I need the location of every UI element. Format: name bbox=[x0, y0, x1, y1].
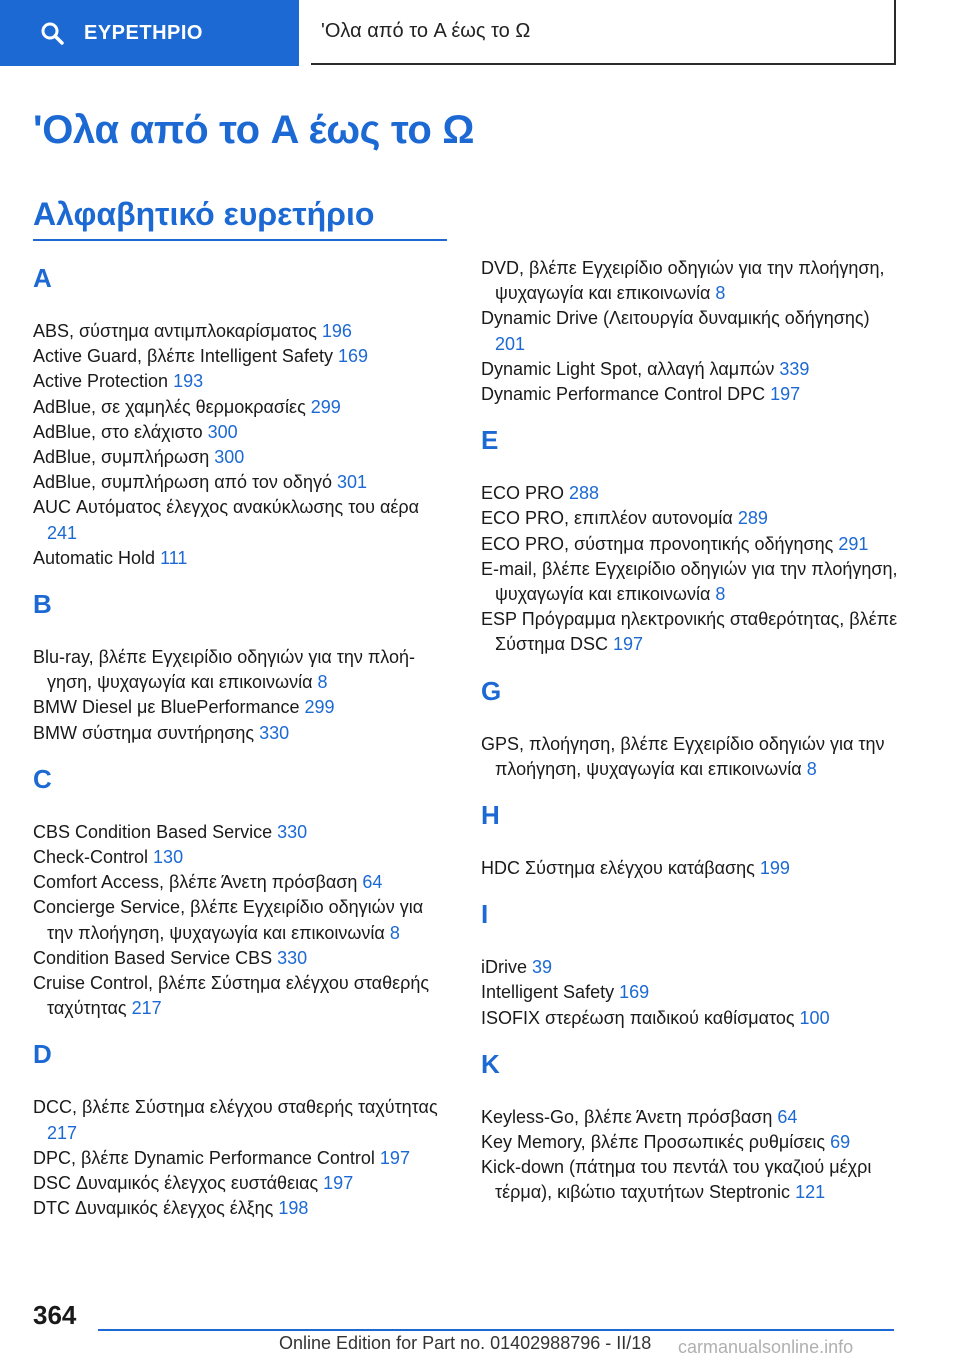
index-entry bbox=[33, 420, 451, 445]
index-entry bbox=[33, 470, 451, 495]
index-entry-text: Comfort Access, βλέπε Άνετη πρόσβαση bbox=[33, 872, 363, 893]
index-entry-text: Blu-ray, βλέπε Εγχειρίδιο οδηγιών για την πλοήγηση, ψυχαγωγία και επικοινωνία bbox=[33, 647, 416, 693]
index-entry bbox=[481, 1155, 899, 1205]
index-entry-text: DSC Δυναμικός έλεγχος ευστάθειας bbox=[33, 1173, 324, 1194]
page-reference-link[interactable]: 169 bbox=[337, 346, 369, 367]
index-entry-text: DVD, βλέπε Εγχειρίδιο οδηγιών για την πλοήγηση, ψυχαγωγία και επικοινωνία bbox=[481, 258, 885, 304]
page-reference-link[interactable]: 330 bbox=[277, 821, 308, 842]
index-entry-text: CBS Condition Based Service bbox=[33, 821, 278, 842]
index-entry-text: Kick-down (πάτημα του πεντάλ του γκαζιού μέχρι τέρμα), κιβώτιο ταχυτήτων Steptronic bbox=[481, 1157, 872, 1203]
page-reference-link[interactable]: 198 bbox=[278, 1198, 309, 1219]
index-entry bbox=[481, 1130, 899, 1155]
index-letter-c: C bbox=[33, 763, 52, 794]
index-entry-text: AdBlue, συμπλήρωση bbox=[33, 447, 215, 468]
index-entry-text: Dynamic Drive (Λειτουργία δυναμικής οδήγησης) bbox=[481, 308, 870, 329]
index-entry bbox=[481, 732, 899, 782]
page-reference-link[interactable]: 217 bbox=[131, 998, 162, 1019]
index-entry bbox=[33, 870, 451, 895]
page-number: 364 bbox=[33, 1300, 77, 1330]
page-reference-link[interactable]: 197 bbox=[379, 1147, 410, 1168]
index-entry bbox=[33, 395, 451, 420]
page-reference-link[interactable]: 193 bbox=[173, 371, 204, 392]
page-reference-link[interactable]: 121 bbox=[795, 1182, 826, 1203]
index-entry-text: ECO PRO, σύστημα προνοητικής οδήγησης bbox=[481, 533, 839, 554]
index-entry-text: DTC Δυναμικός έλεγχος έλξης bbox=[33, 1198, 279, 1219]
page-reference-link[interactable]: 197 bbox=[770, 384, 801, 405]
index-entry bbox=[33, 1146, 451, 1171]
index-entry-text: AUC Αυτόματος έλεγχος ανακύκλωσης του αέρα bbox=[33, 497, 420, 518]
page-reference-link[interactable]: 111 bbox=[160, 547, 188, 568]
index-entry bbox=[33, 1095, 451, 1145]
page-title: 'Ολα από το A έως το Ω bbox=[33, 108, 475, 152]
index-entry bbox=[33, 820, 451, 845]
index-entry bbox=[33, 445, 451, 470]
chapter-tab[interactable] bbox=[311, 0, 896, 65]
index-entry-text: AdBlue, συμπλήρωση από τον οδηγό bbox=[33, 472, 337, 493]
index-letter-k: K bbox=[481, 1048, 500, 1079]
page-reference-link[interactable]: 339 bbox=[779, 358, 810, 379]
page-reference-link[interactable]: 217 bbox=[47, 1122, 78, 1143]
index-entry-text: Cruise Control, βλέπε Σύστημα ελέγχου σταθερής ταχύτητας bbox=[33, 973, 430, 1019]
search-icon bbox=[40, 21, 64, 45]
index-entry-text: ESP Πρόγραμμα ηλεκτρονικής σταθερότητας, βλέπε Σύστημα DSC bbox=[481, 609, 898, 655]
index-entry bbox=[33, 546, 451, 571]
index-entry bbox=[481, 856, 899, 881]
page-reference-link[interactable]: 100 bbox=[799, 1007, 830, 1028]
index-entry bbox=[33, 645, 451, 695]
index-entry-text: Intelligent Safety bbox=[481, 982, 620, 1003]
index-letter-g: G bbox=[481, 675, 502, 706]
page-reference-link[interactable]: 291 bbox=[838, 533, 869, 554]
index-entry-text: Dynamic Light Spot, αλλαγή λαμπών bbox=[481, 358, 780, 379]
index-entry-text: Keyless-Go, βλέπε Άνετη πρόσβαση bbox=[481, 1106, 778, 1127]
index-entry bbox=[481, 481, 899, 506]
search-tab-label: ΕΥΡΕΤΗΡΙΟ bbox=[84, 21, 203, 44]
index-entry-text: iDrive bbox=[481, 957, 533, 978]
index-entry-text: DPC, βλέπε Dynamic Performance Control bbox=[33, 1147, 380, 1168]
chapter-tab-label: 'Ολα από το A έως το Ω bbox=[321, 20, 531, 42]
index-entry-text: Check-Control bbox=[33, 847, 154, 868]
index-entry bbox=[33, 344, 451, 369]
watermark: carmanualsonline.info bbox=[678, 1337, 854, 1357]
index-letter-e: E bbox=[481, 425, 499, 456]
index-entry-text: GPS, πλοήγηση, βλέπε Εγχειρίδιο οδηγιών για την πλοήγηση, ψυχαγωγία και επικοινωνία bbox=[481, 733, 885, 779]
index-entry bbox=[481, 506, 899, 531]
page-reference-link[interactable]: 199 bbox=[759, 858, 790, 879]
page-reference-link[interactable]: 39 bbox=[532, 957, 553, 978]
index-entry bbox=[33, 845, 451, 870]
index-entry bbox=[33, 495, 451, 545]
index-entry-text: BMW Diesel με BluePerformance bbox=[33, 697, 305, 718]
footer-divider bbox=[98, 1329, 894, 1331]
index-entry-text: Automatic Hold bbox=[33, 547, 161, 568]
page-reference-link[interactable]: 289 bbox=[737, 508, 768, 529]
page-reference-link[interactable]: 8 bbox=[715, 584, 726, 605]
index-entry bbox=[481, 256, 899, 306]
index-entry-text: HDC Σύστημα ελέγχου κατάβασης bbox=[481, 858, 760, 879]
page-reference-link[interactable]: 169 bbox=[619, 982, 650, 1003]
index-entry bbox=[481, 382, 899, 407]
index-letter-h: H bbox=[481, 800, 500, 831]
index-entry bbox=[481, 557, 899, 607]
index-entry-text: BMW σύστημα συντήρησης bbox=[33, 722, 260, 743]
index-entry bbox=[33, 695, 451, 720]
index-entry bbox=[481, 357, 899, 382]
index-entry bbox=[33, 369, 451, 394]
page-reference-link[interactable]: 8 bbox=[806, 758, 817, 779]
top-bar bbox=[0, 0, 960, 66]
index-entry bbox=[33, 971, 451, 1021]
page-reference-link[interactable]: 64 bbox=[362, 872, 383, 893]
index-entry-text: Active Guard, βλέπε Intelligent Safety bbox=[33, 346, 338, 367]
index-entry-text: ECO PRO bbox=[481, 483, 570, 504]
index-entry-text: Concierge Service, βλέπε Εγχειρίδιο οδηγιών για την πλοήγηση, ψυχαγωγία και επικοινωνία bbox=[33, 897, 424, 943]
index-letter-b: B bbox=[33, 589, 52, 620]
page-reference-link[interactable]: 301 bbox=[336, 472, 368, 493]
index-letter-i: I bbox=[481, 899, 489, 930]
page-reference-link[interactable]: 201 bbox=[495, 333, 526, 354]
index-entry-text: AdBlue, σε χαμηλές θερμοκρασίες bbox=[33, 396, 311, 417]
index-entry bbox=[481, 1105, 899, 1130]
page-reference-link[interactable]: 8 bbox=[389, 922, 400, 943]
index-entry bbox=[481, 955, 899, 980]
index-entry-text: ISOFIX στερέωση παιδικού καθίσματος bbox=[481, 1007, 800, 1028]
index-entry-text: ABS, σύστημα αντιμπλοκαρίσματος bbox=[33, 321, 322, 341]
index-entry bbox=[481, 1006, 899, 1031]
page-reference-link[interactable]: 8 bbox=[317, 672, 328, 693]
index-entry bbox=[33, 1171, 451, 1196]
index-entry bbox=[481, 306, 899, 356]
page-reference-link[interactable]: 64 bbox=[777, 1106, 798, 1127]
index-entry bbox=[481, 607, 899, 657]
page-reference-link[interactable]: 197 bbox=[323, 1173, 354, 1194]
index-entry bbox=[33, 946, 451, 971]
index-entry-text: ECO PRO, επιπλέον αυτονομία bbox=[481, 508, 738, 529]
page-reference-link[interactable]: 300 bbox=[207, 421, 238, 442]
index-entry-text: Key Memory, βλέπε Προσωπικές ρυθμίσεις bbox=[481, 1132, 831, 1153]
page-reference-link[interactable]: 69 bbox=[830, 1132, 851, 1153]
section-heading: Αλφαβητικό ευρετήριο bbox=[33, 196, 375, 232]
index-entry-text: Dynamic Performance Control DPC bbox=[481, 384, 771, 405]
page-reference-link[interactable]: 196 bbox=[321, 321, 352, 341]
index-entry bbox=[33, 319, 451, 344]
heading-divider bbox=[33, 239, 447, 241]
index-entry-text: E-mail, βλέπε Εγχειρίδιο οδηγιών για την πλοήγηση, ψυχαγωγία και επικοινωνία bbox=[481, 558, 898, 605]
page-reference-link[interactable]: 330 bbox=[277, 947, 308, 968]
index-entry bbox=[33, 1196, 451, 1221]
page-reference-link[interactable]: 130 bbox=[153, 847, 184, 868]
index-letter-a: A bbox=[33, 263, 52, 293]
page-reference-link[interactable]: 288 bbox=[569, 483, 600, 504]
search-index-tab[interactable] bbox=[0, 0, 299, 66]
page-reference-link[interactable]: 241 bbox=[47, 522, 78, 543]
index-entry-text: AdBlue, στο ελάχιστο bbox=[33, 421, 208, 442]
index-column-left bbox=[33, 261, 451, 1221]
index-entry bbox=[481, 532, 899, 557]
index-entry bbox=[33, 895, 451, 945]
index-entry bbox=[481, 980, 899, 1005]
index-entry-text: Condition Based Service CBS bbox=[33, 947, 278, 968]
footer-edition-text: Online Edition for Part no. 01402988796 - II/18 bbox=[279, 1333, 652, 1353]
index-column-right bbox=[481, 256, 899, 1206]
index-entry bbox=[33, 721, 451, 746]
page-reference-link[interactable]: 330 bbox=[259, 722, 290, 743]
page-reference-link[interactable]: 299 bbox=[310, 396, 341, 417]
index-letter-d: D bbox=[33, 1039, 52, 1070]
page-reference-link[interactable]: 197 bbox=[612, 634, 644, 655]
page-reference-link[interactable]: 8 bbox=[715, 283, 726, 304]
page-reference-link[interactable]: 300 bbox=[214, 447, 245, 468]
page-reference-link[interactable]: 299 bbox=[304, 697, 335, 718]
index-entry-text: DCC, βλέπε Σύστημα ελέγχου σταθερής ταχύτητας bbox=[33, 1097, 438, 1118]
index-entry-text: Active Protection bbox=[33, 371, 174, 392]
